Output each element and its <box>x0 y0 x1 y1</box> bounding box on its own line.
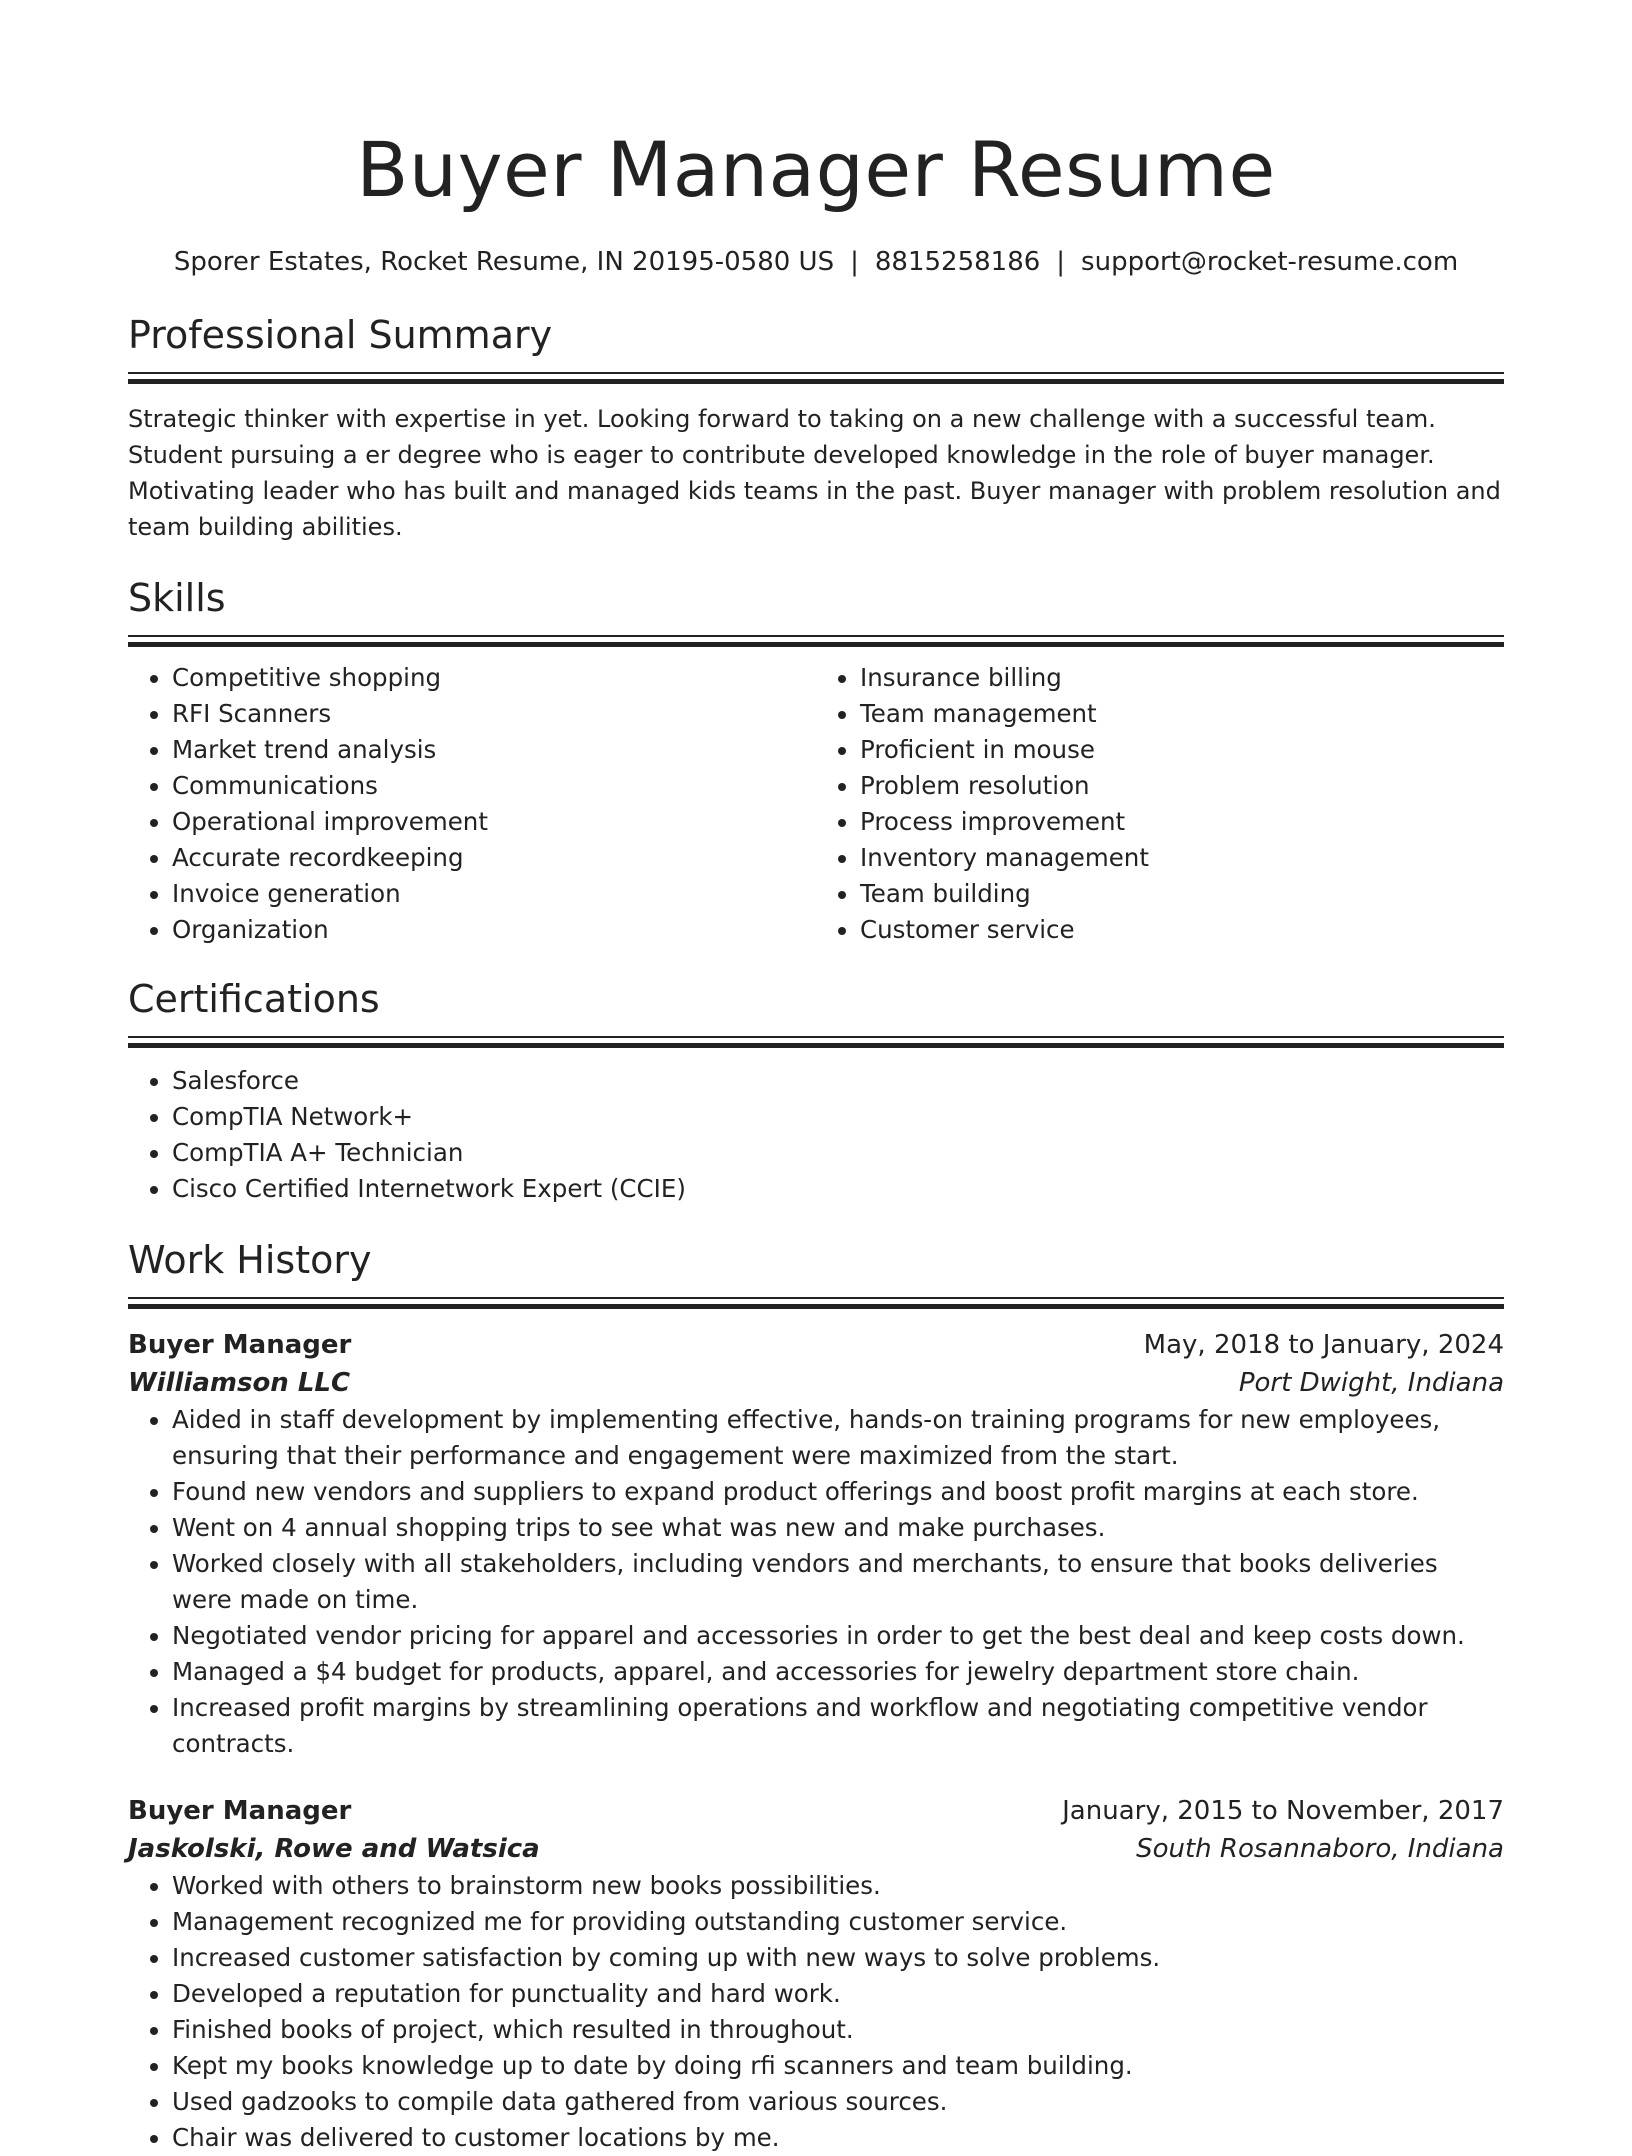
skill-item: • Invoice generation <box>172 876 816 912</box>
section-divider <box>128 635 1504 646</box>
job-employer-row <box>128 1830 1504 1868</box>
contact-separator: | <box>1056 247 1066 277</box>
job-bullet: • Found new vendors and suppliers to expand product offerings and boost profit margins at each store. <box>172 1474 1504 1510</box>
job-location: Port Dwight, Indiana <box>1238 1368 1504 1398</box>
skill-item: • Insurance billing <box>860 660 1504 696</box>
certification-item: • CompTIA A+ Technician <box>172 1135 1504 1171</box>
job-entry <box>128 1326 1504 1762</box>
skill-item: • Team management <box>860 696 1504 732</box>
resume-title: Buyer Manager Resume <box>356 125 1276 214</box>
job-bullet: • Increased customer satisfaction by coming up with new ways to solve problems. <box>172 1940 1504 1976</box>
certification-item: • Cisco Certified Internetwork Expert (CCIE) <box>172 1171 1504 1207</box>
job-entry <box>128 1792 1504 2156</box>
skill-item: • Communications <box>172 768 816 804</box>
skill-item: • Operational improvement <box>172 804 816 840</box>
contact-address: Sporer Estates, Rocket Resume, IN 20195-0580 US <box>173 247 835 277</box>
job-bullet: • Management recognized me for providing outstanding customer service. <box>172 1904 1504 1940</box>
contact-line <box>128 246 1504 278</box>
job-bullet: • Increased profit margins by streamlining operations and workflow and negotiating competitive vendor contracts. <box>172 1690 1504 1762</box>
skill-item: • Customer service <box>860 912 1504 948</box>
job-bullet: • Aided in staff development by implementing effective, hands-on training programs for new employees, ensuring that their performance and engagement were maximized from the start. <box>172 1402 1504 1474</box>
job-header-row <box>128 1326 1504 1364</box>
skill-item: • RFI Scanners <box>172 696 816 732</box>
summary-section <box>128 312 1504 545</box>
job-bullet: • Kept my books knowledge up to date by doing rfi scanners and team building. <box>172 2048 1504 2084</box>
certification-item: • CompTIA Network+ <box>172 1099 1504 1135</box>
summary-heading: Professional Summary <box>128 313 553 357</box>
skill-item: • Competitive shopping <box>172 660 816 696</box>
certifications-heading: Certifications <box>128 977 380 1021</box>
job-bullets <box>128 1402 1504 1762</box>
job-bullet: • Finished books of project, which resulted in throughout. <box>172 2012 1504 2048</box>
skill-item: • Team building <box>860 876 1504 912</box>
contact-separator: | <box>850 247 859 277</box>
skill-item: • Process improvement <box>860 804 1504 840</box>
job-bullet: • Negotiated vendor pricing for apparel and accessories in order to get the best deal and keep costs down. <box>172 1618 1504 1654</box>
job-dates: May, 2018 to January, 2024 <box>1143 1330 1504 1360</box>
work-history-section <box>128 1237 1504 2156</box>
skill-item: • Organization <box>172 912 816 948</box>
job-bullets <box>128 1868 1504 2156</box>
skill-item: • Proficient in mouse <box>860 732 1504 768</box>
summary-text: Strategic thinker with expertise in yet. Looking forward to taking on a new challenge with a successful team. Student pursuing a er degree who is eager to contribute developed knowledge in the role of buyer manager. Motivating leader who has built and managed kids teams in the past. Buyer manager with problem resolution and team building abilities. <box>128 405 1501 541</box>
job-header-row <box>128 1792 1504 1830</box>
job-bullet: • Managed a $4 budget for products, apparel, and accessories for jewelry department store chain. <box>172 1654 1504 1690</box>
job-title: Buyer Manager <box>128 1330 352 1360</box>
work-history-heading: Work History <box>128 1238 372 1282</box>
job-bullet: • Chair was delivered to customer locations by me. <box>172 2120 1504 2156</box>
job-company: Williamson LLC <box>128 1368 351 1398</box>
skills-grid <box>128 660 1504 948</box>
job-location: South Rosannaboro, Indiana <box>1136 1834 1504 1864</box>
skill-item: • Market trend analysis <box>172 732 816 768</box>
job-bullet: • Went on 4 annual shopping trips to see what was new and make purchases. <box>172 1510 1504 1546</box>
section-divider <box>128 1036 1504 1047</box>
job-bullet: • Worked closely with all stakeholders, including vendors and merchants, to ensure that books deliveries were made on time. <box>172 1546 1504 1618</box>
certifications-section <box>128 976 1504 1207</box>
skills-section <box>128 575 1504 948</box>
job-bullet: • Developed a reputation for punctuality and hard work. <box>172 1976 1504 2012</box>
section-divider <box>128 372 1504 383</box>
skills-list-right <box>816 660 1504 948</box>
skill-item: • Inventory management <box>860 840 1504 876</box>
job-title: Buyer Manager <box>128 1796 352 1826</box>
job-employer-row <box>128 1364 1504 1402</box>
job-company: Jaskolski, Rowe and Watsica <box>128 1834 540 1864</box>
contact-phone: 8815258186 <box>874 247 1041 277</box>
skill-item: • Accurate recordkeeping <box>172 840 816 876</box>
skills-list-left <box>128 660 816 948</box>
certifications-list <box>128 1063 1504 1207</box>
contact-email[interactable]: support@rocket-resume.com <box>1081 247 1459 277</box>
job-bullet: • Worked with others to brainstorm new books possibilities. <box>172 1868 1504 1904</box>
certification-item: • Salesforce <box>172 1063 1504 1099</box>
job-dates: January, 2015 to November, 2017 <box>1062 1796 1504 1826</box>
job-bullet: • Used gadzooks to compile data gathered from various sources. <box>172 2084 1504 2120</box>
section-divider <box>128 1297 1504 1308</box>
skills-heading: Skills <box>128 576 226 620</box>
skill-item: • Problem resolution <box>860 768 1504 804</box>
